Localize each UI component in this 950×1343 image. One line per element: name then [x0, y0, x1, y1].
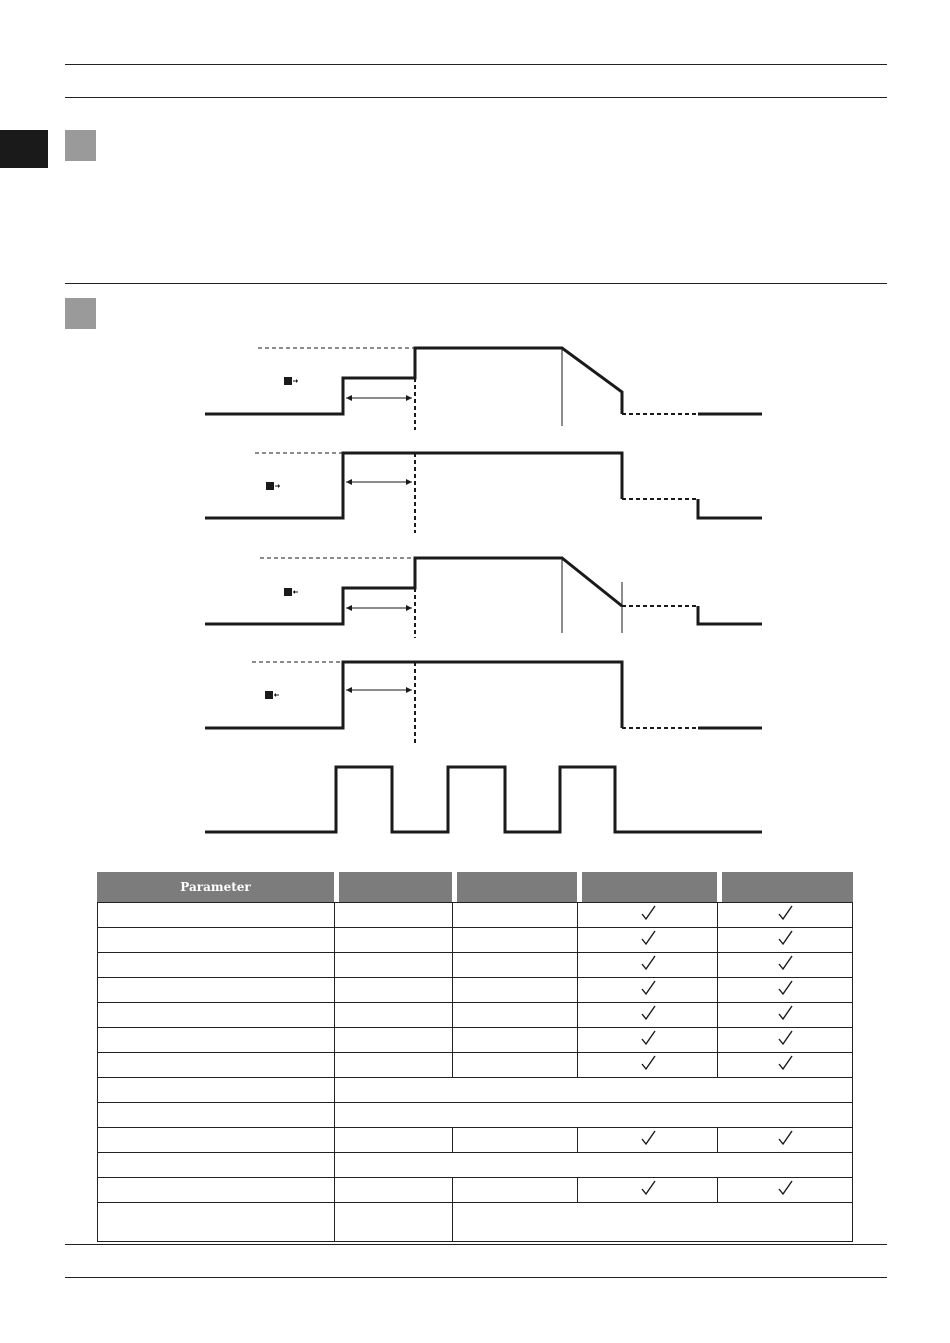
- table-cell: [97, 1078, 334, 1103]
- table-cell: [334, 1003, 452, 1028]
- table-cell: [452, 928, 577, 953]
- table-row: [97, 902, 853, 928]
- check-mark-icon: [577, 1003, 717, 1028]
- table-cell: [452, 902, 577, 928]
- table-cell: [97, 1128, 334, 1153]
- trigger-arrow-icon: [265, 691, 279, 699]
- table-cell: [334, 953, 452, 978]
- table-cell: [97, 1153, 334, 1178]
- table-cell: [452, 1178, 577, 1203]
- trigger-arrow-icon: [284, 588, 298, 596]
- header-rule-top: [65, 64, 887, 65]
- trigger-arrow-icon: [266, 482, 280, 490]
- waveform-2: [205, 453, 762, 533]
- table-row: [97, 1003, 853, 1028]
- table-cell: [452, 1128, 577, 1153]
- table-cell: [334, 978, 452, 1003]
- table-cell: [452, 1028, 577, 1053]
- table-cell: [334, 928, 452, 953]
- timing-diagram: [0, 330, 950, 850]
- table-cell: [97, 953, 334, 978]
- header-cell: Parameter: [97, 872, 334, 902]
- table-row: [97, 1128, 853, 1153]
- section-marker-1: [65, 130, 96, 161]
- check-mark-icon: [577, 978, 717, 1003]
- check-mark-icon: [577, 928, 717, 953]
- check-mark-icon: [717, 928, 853, 953]
- table-cell: [452, 1003, 577, 1028]
- header-cell: [717, 872, 853, 902]
- table-cell: [452, 953, 577, 978]
- table-cell: [97, 902, 334, 928]
- table-row: [97, 1028, 853, 1053]
- header-rule-bottom: [65, 97, 887, 98]
- check-mark-icon: [577, 1128, 717, 1153]
- footer-rule-bottom: [65, 1277, 887, 1278]
- table-cell: [334, 1028, 452, 1053]
- table-row: [97, 978, 853, 1003]
- check-mark-icon: [717, 953, 853, 978]
- table-cell: [334, 1178, 452, 1203]
- table-cell: [334, 1128, 452, 1153]
- footer-rule-top: [65, 1244, 887, 1245]
- table-cell: [97, 1178, 334, 1203]
- waveform-4: [205, 662, 762, 744]
- table-row: [97, 1153, 853, 1178]
- check-mark-icon: [717, 1028, 853, 1053]
- table-cell: [452, 1203, 853, 1242]
- header-cell: [577, 872, 717, 902]
- chapter-side-tab: [0, 130, 48, 168]
- header-cell: [334, 872, 452, 902]
- table-row: [97, 1078, 853, 1103]
- pulse-train: [205, 767, 762, 832]
- check-mark-icon: [717, 1128, 853, 1153]
- table-cell: [97, 1028, 334, 1053]
- table-cell: [334, 1203, 452, 1242]
- check-mark-icon: [577, 1178, 717, 1203]
- check-mark-icon: [577, 953, 717, 978]
- check-mark-icon: [717, 1053, 853, 1078]
- table-row: [97, 1103, 853, 1128]
- check-mark-icon: [717, 1178, 853, 1203]
- table-cell: [97, 928, 334, 953]
- table-header-row: [97, 872, 853, 902]
- section-divider: [65, 283, 887, 284]
- check-mark-icon: [717, 902, 853, 928]
- header-cell: [452, 872, 577, 902]
- table-cell: [334, 1103, 853, 1128]
- table-cell: [334, 1153, 853, 1178]
- table-cell: [452, 978, 577, 1003]
- section-marker-2: [65, 298, 96, 329]
- check-mark-icon: [717, 1003, 853, 1028]
- table-cell: [452, 1053, 577, 1078]
- table-row: [97, 928, 853, 953]
- table-cell: [334, 1053, 452, 1078]
- table-cell: [334, 1078, 853, 1103]
- parameter-table: [97, 872, 853, 1242]
- table-row: [97, 1203, 853, 1242]
- table-row: [97, 953, 853, 978]
- waveform-1: [205, 348, 762, 430]
- table-row: [97, 1053, 853, 1078]
- check-mark-icon: [577, 902, 717, 928]
- check-mark-icon: [717, 978, 853, 1003]
- check-mark-icon: [577, 1053, 717, 1078]
- table-row: [97, 1178, 853, 1203]
- table-cell: [97, 1103, 334, 1128]
- table-cell: [97, 978, 334, 1003]
- table-cell: [334, 902, 452, 928]
- waveform-3: [205, 558, 762, 638]
- check-mark-icon: [577, 1028, 717, 1053]
- table-cell: [97, 1203, 334, 1242]
- trigger-arrow-icon: [284, 377, 298, 385]
- table-cell: [97, 1053, 334, 1078]
- table-cell: [97, 1003, 334, 1028]
